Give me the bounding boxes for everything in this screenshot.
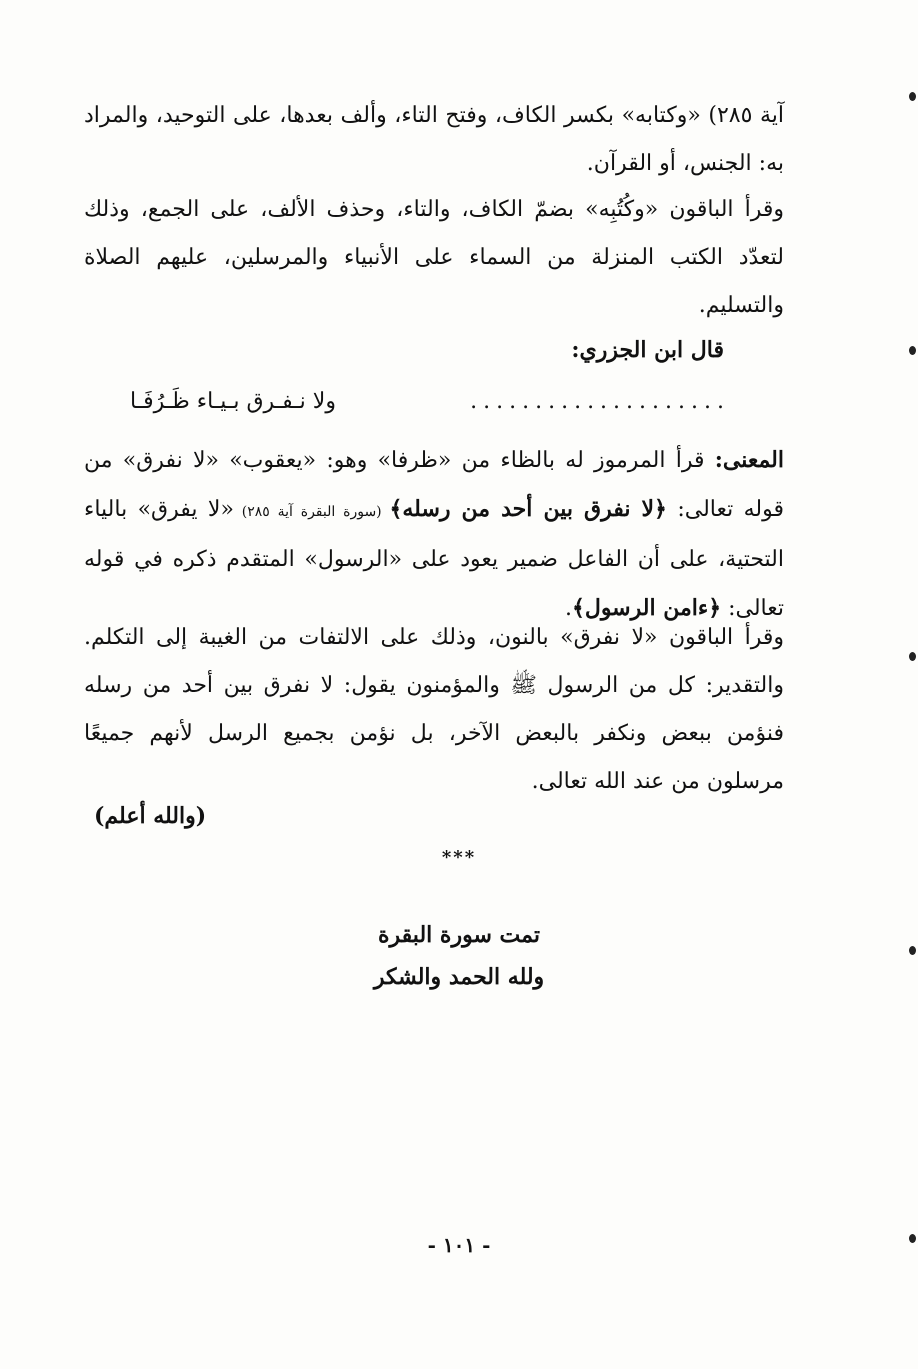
surah-end-line-1: تمت سورة البقرة [378, 922, 540, 948]
paragraph-3-part-2: «لا يفرق» بالياء التحتية، على أن الفاعل ضمير يعود على «الرسول» المتقدم ذكره في قوله تعالى: [84, 497, 784, 621]
paragraph-4-text: وقرأ الباقون «لا نفرق» بالنون، وذلك على الالتفات من الغيبة إلى التكلم. والتقدير: كل من الرسول ﷺ والمؤمنون يقول: لا نفرق بين أحد من رسله فنؤمن ببعض ونكفر بالبعض الآخر، بل نؤمن بجميع الرسل لأنهم جميعًا مرسلون من عند الله تعالى. [84, 625, 784, 794]
paragraph-2-text: وقرأ الباقون «وكُتُبِه» بضمّ الكاف، والتاء، وحذف الألف، على الجمع، وذلك لتعدّد الكتب المنزلة من السماء على الأنبياء والمرسلين، عليهم الصلاة والتسليم. [84, 197, 784, 318]
verse-dots: .................... [470, 389, 730, 414]
paragraph-3-text [84, 436, 784, 633]
poem-verse [130, 378, 730, 426]
surah-end-line-2: ولله الحمد والشكر [373, 964, 545, 990]
section-heading: قال ابن الجزري: [571, 337, 724, 363]
paragraph-3-end: . [564, 596, 572, 621]
paragraph-3 [84, 436, 784, 633]
verse-text: ولا نـفـرق بـيـاء ظَـرُفَـا [130, 389, 336, 414]
closing-phrase: (والله أعلم) [94, 803, 207, 829]
paragraph-2 [84, 186, 784, 330]
paragraph-1-text: آية ٢٨٥) «وكتابه» بكسر الكاف، وفتح التاء، وألف بعدها، على التوحيد، والمراد به: الجنس، أو القرآن. [84, 103, 784, 176]
margin-mark [909, 1234, 916, 1243]
paragraph-3-part-1: قرأ المرموز له بالظاء من «ظرفا» وهو: «يعقوب» «لا نفرق» من قوله تعالى: [84, 448, 784, 522]
quran-quote-1: ﴿لا نفرق بين أحد من رسله﴾ [389, 496, 667, 522]
meaning-label: المعنى: [714, 447, 784, 473]
paragraph-4 [84, 614, 784, 806]
margin-mark [909, 92, 916, 101]
margin-mark [909, 346, 916, 355]
margin-mark [909, 946, 916, 955]
margin-mark [909, 652, 916, 661]
page-number: - ١٠١ - [427, 1233, 491, 1257]
paragraph-1 [84, 92, 784, 188]
surah-reference: (سورة البقرة آية ٢٨٥) [233, 504, 390, 520]
separator-stars: *** [441, 847, 477, 868]
quran-quote-2: ﴿ءامن الرسول﴾ [571, 595, 722, 621]
surah-end-block [0, 914, 918, 998]
